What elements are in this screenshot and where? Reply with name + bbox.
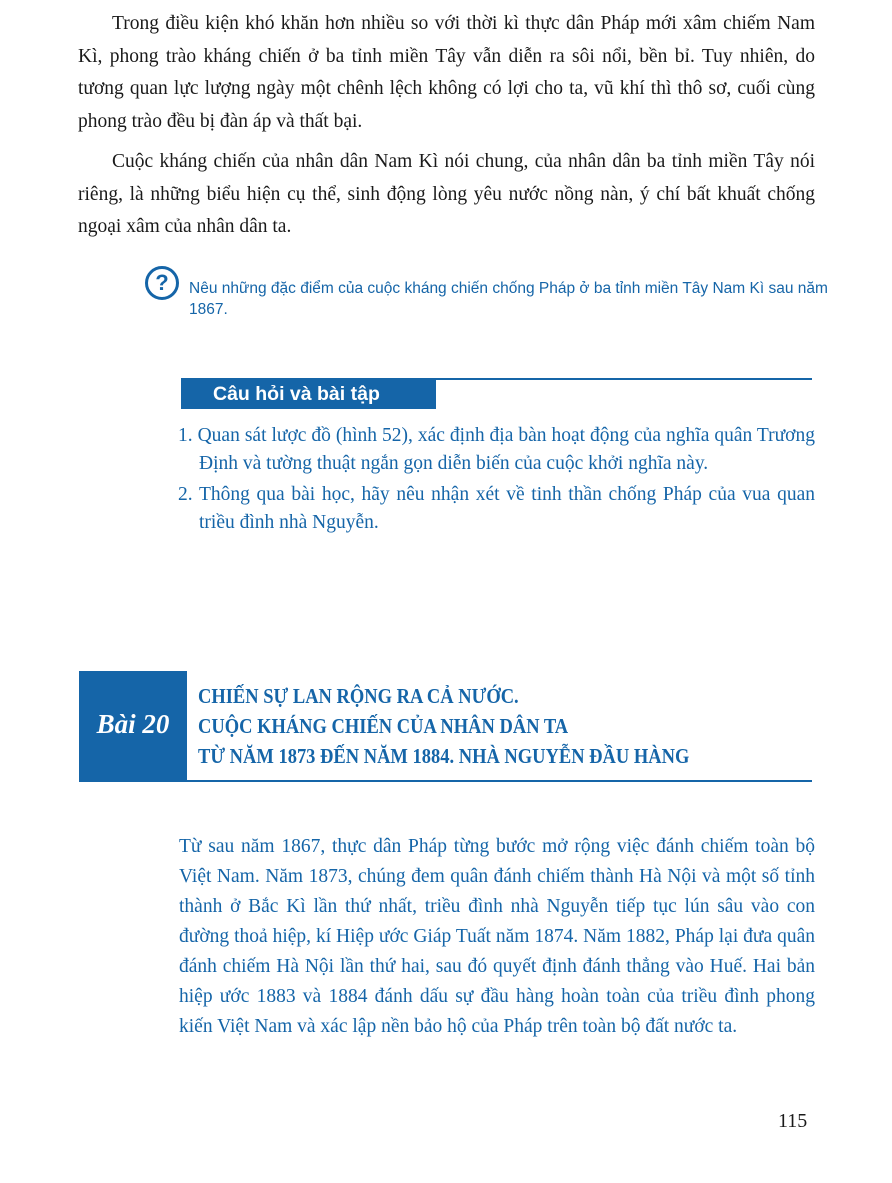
lesson-title [198,681,748,771]
page-number: 115 [778,1110,808,1132]
exercise-item: 1. Quan sát lược đồ (hình 52), xác định địa bàn hoạt động của nghĩa quân Trương Định và tường thuật ngắn gọn diễn biến của cuộc khởi nghĩa này. [178,425,815,474]
lesson-title-line: CUỘC KHÁNG CHIẾN CỦA NHÂN DÂN TA [198,714,569,738]
lesson-title-line: CHIẾN SỰ LAN RỘNG RA CẢ NƯỚC. [198,684,519,708]
body-paragraph: Trong điều kiện khó khăn hơn nhiều so với thời kì thực dân Pháp mới xâm chiếm Nam Kì, phong trào kháng chiến ở ba tỉnh miền Tây vẫn diễn ra sôi nổi, bền bỉ. Tuy nhiên, do tương quan lực lượng ngày một chênh lệch không có lợi cho ta, vũ khí thì thô sơ, cuối cùng phong trào đều bị đàn áp và thất bại. [78,13,815,132]
lesson-label-box [79,671,187,781]
lesson-rule [79,780,812,782]
question-mark-icon: ? [145,266,179,300]
lesson-title-line: TỪ NĂM 1873 ĐẾN NĂM 1884. NHÀ NGUYỄN ĐẦU HÀNG [198,744,690,768]
body-paragraph: Cuộc kháng chiến của nhân dân Nam Kì nói chung, của nhân dân ba tỉnh miền Tây nói riêng, là những biểu hiện cụ thể, sinh động lòng yêu nước nồng nàn, ý chí bất khuất chống ngoại xâm của nhân dân ta. [78,151,815,237]
exercises-heading: Câu hỏi và bài tập [181,379,436,409]
question-text: Nêu những đặc điểm của cuộc kháng chiến chống Pháp ở ba tỉnh miền Tây Nam Kì sau năm 1867. [189,280,828,318]
exercise-item: 2. Thông qua bài học, hãy nêu nhận xét về tinh thần chống Pháp của vua quan triều đình nhà Nguyễn. [178,484,815,533]
exercises-list [178,422,815,540]
lesson-intro: Từ sau năm 1867, thực dân Pháp từng bước mở rộng việc đánh chiếm toàn bộ Việt Nam. Năm 1873, chúng đem quân đánh chiếm thành Hà Nội và một số tỉnh thành ở Bắc Kì lần thứ nhất, triều đình nhà Nguyễn tiếp tục lún sâu vào con đường thoả hiệp, kí Hiệp ước Giáp Tuất năm 1874. Năm 1882, Pháp lại đưa quân đánh chiếm Hà Nội lần thứ hai, sau đó quyết định đánh thẳng vào Huế. Hai bản hiệp ước 1883 và 1884 đánh dấu sự đầu hàng hoàn toàn của triều đình phong kiến Việt Nam và xác lập nền bảo hộ của Pháp trên toàn bộ đất nước ta. [179,836,815,1037]
lesson-label: Bài 20 [96,709,170,739]
